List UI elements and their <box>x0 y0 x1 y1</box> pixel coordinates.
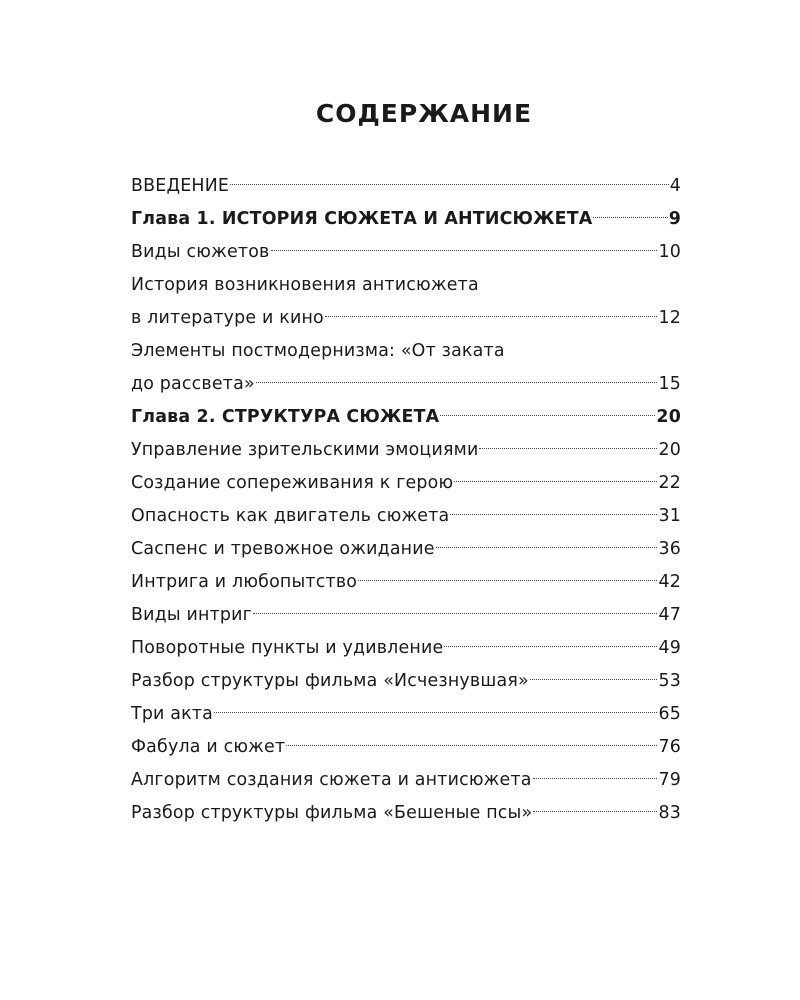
toc-entry-page-number: 83 <box>658 803 681 823</box>
dot-leader <box>286 745 657 746</box>
page-title: СОДЕРЖАНИЕ <box>315 99 533 128</box>
toc-entry-title: в литературе и кино <box>131 308 324 328</box>
dot-leader <box>358 580 657 581</box>
toc-entry <box>131 599 681 632</box>
toc-entry-title: Разбор структуры фильма «Исчезнувшая» <box>131 671 529 691</box>
dot-leader <box>271 250 658 251</box>
toc-entry <box>131 368 681 401</box>
toc-entry-page-number: 22 <box>658 473 681 493</box>
toc-entry-title: Три акта <box>131 704 214 724</box>
toc-entry <box>131 797 681 830</box>
dot-leader <box>533 778 658 779</box>
toc-entry-title: Саспенс и тревожное ожидание <box>131 539 435 559</box>
toc-entry-title: Виды сюжетов <box>131 242 270 262</box>
toc-entry-title: Элементы постмодернизма: «От заката <box>131 341 505 361</box>
toc-entry-page-number: 31 <box>658 506 681 526</box>
toc-entry <box>131 269 681 302</box>
dot-leader <box>444 646 657 647</box>
toc-entry <box>131 203 681 236</box>
toc-entry-page-number: 49 <box>658 638 681 658</box>
dot-leader <box>593 217 667 218</box>
dot-leader <box>530 679 658 680</box>
dot-leader <box>533 811 657 812</box>
toc-entry-title: Создание сопереживания к герою <box>131 473 454 493</box>
toc-entry <box>131 434 681 467</box>
toc-entry <box>131 533 681 566</box>
toc-entry <box>131 566 681 599</box>
toc-entry-title: Глава 2. СТРУКТУРА СЮЖЕТА <box>131 407 440 427</box>
toc-entry <box>131 731 681 764</box>
dot-leader <box>230 184 669 185</box>
toc-entry <box>131 302 681 335</box>
toc-entry-page-number: 53 <box>658 671 681 691</box>
toc-entry-page-number: 12 <box>658 308 681 328</box>
toc-entry <box>131 170 681 203</box>
toc-entry <box>131 764 681 797</box>
toc-entry <box>131 467 681 500</box>
toc-entry-title: Фабула и сюжет <box>131 737 286 757</box>
toc-entry <box>131 665 681 698</box>
toc-entry-title: ВВЕДЕНИЕ <box>131 176 230 196</box>
toc-entry-page-number: 9 <box>668 209 681 229</box>
dot-leader <box>253 613 657 614</box>
toc-entry-title: Управление зрительскими эмоциями <box>131 440 479 460</box>
toc-entry-page-number: 79 <box>658 770 681 790</box>
dot-leader <box>450 514 657 515</box>
toc-entry <box>131 698 681 731</box>
toc-entry-page-number: 47 <box>658 605 681 625</box>
toc-entry-page-number: 15 <box>658 374 681 394</box>
toc-entry-page-number: 20 <box>658 440 681 460</box>
toc-entry-page-number: 20 <box>656 407 681 427</box>
toc-entry <box>131 401 681 434</box>
dot-leader <box>214 712 657 713</box>
dot-leader <box>325 316 658 317</box>
dot-leader <box>454 481 657 482</box>
toc-entry <box>131 236 681 269</box>
toc-entry-title: Глава 1. ИСТОРИЯ СЮЖЕТА И АНТИСЮЖЕТА <box>131 209 593 229</box>
toc-entry-page-number: 65 <box>658 704 681 724</box>
toc-entry <box>131 500 681 533</box>
toc-entry-title: Поворотные пункты и удивление <box>131 638 444 658</box>
toc-entry-page-number: 42 <box>658 572 681 592</box>
toc-entry-page-number: 76 <box>658 737 681 757</box>
toc-entry-title: История возникновения антисюжета <box>131 275 479 295</box>
toc-entry <box>131 335 681 368</box>
dot-leader <box>440 415 655 416</box>
toc-entry-title: до рассвета» <box>131 374 255 394</box>
dot-leader <box>256 382 658 383</box>
dot-leader <box>479 448 657 449</box>
dot-leader <box>436 547 658 548</box>
toc-entry-page-number: 10 <box>658 242 681 262</box>
toc-entry-page-number: 36 <box>658 539 681 559</box>
toc-entry-title: Виды интриг <box>131 605 252 625</box>
toc-entry-title: Разбор структуры фильма «Бешеные псы» <box>131 803 533 823</box>
toc-entry <box>131 632 681 665</box>
toc-entry-title: Алгоритм создания сюжета и антисюжета <box>131 770 532 790</box>
toc-entry-page-number: 4 <box>669 176 681 196</box>
toc-entry-title: Интрига и любопытство <box>131 572 358 592</box>
table-of-contents <box>131 170 681 830</box>
toc-entry-title: Опасность как двигатель сюжета <box>131 506 450 526</box>
